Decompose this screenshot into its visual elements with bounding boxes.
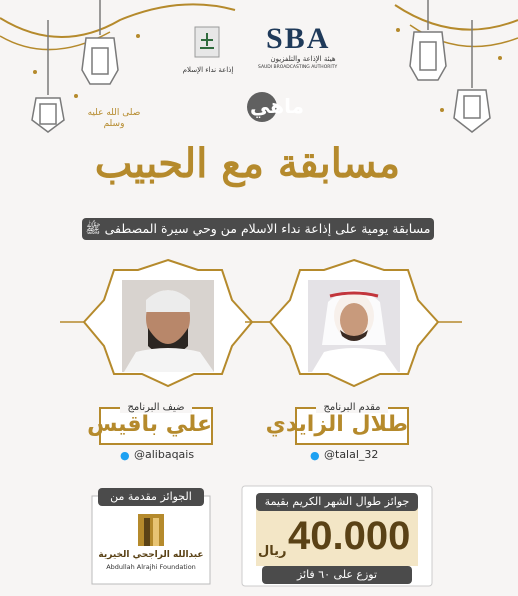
prize-amount: 40.000: [288, 514, 411, 558]
main-title: مسابقة مع الحبيب: [94, 140, 400, 187]
sponsor-label: الجوائز مقدمة من: [98, 488, 204, 506]
prize-footer: توزع على ٦٠ فائز: [262, 566, 412, 584]
guest-role: ضيف البرنامج: [120, 402, 192, 413]
prize-currency: ريال: [258, 544, 287, 559]
radio-name: إذاعة نداء الإسلام: [182, 66, 234, 74]
presenter-twitter[interactable]: [310, 448, 400, 462]
presenter-role: مقدم البرنامج: [316, 402, 388, 413]
sba-english-name: SAUDI BROADCASTING AUTHORITY: [258, 65, 338, 70]
sponsor-logo-icon: [138, 514, 164, 546]
sponsor-name-ar: عبدالله الراجحي الخيرية: [98, 550, 204, 560]
subtitle-banner: مسابقة يومية على إذاعة نداء الاسلام من وحي سيرة المصطفى ﷺ: [82, 218, 434, 240]
guest-twitter[interactable]: [120, 448, 210, 462]
watermark-text: ماهي: [250, 94, 304, 118]
guest-handle: @alibaqais: [134, 448, 195, 461]
title-honorific: صلى الله عليه وسلم: [87, 108, 141, 129]
presenter-name: طلال الزايدي: [265, 412, 408, 437]
sponsor-name-en: Abdullah Alrajhi Foundation: [106, 563, 196, 571]
prize-header: جوائز طوال الشهر الكريم بقيمة: [256, 493, 418, 511]
twitter-icon: ●: [120, 449, 130, 462]
sba-logo-text: SBA: [266, 22, 331, 55]
presenter-handle: @talal_32: [324, 448, 379, 461]
guest-name: علي باقيس: [87, 412, 212, 437]
sba-arabic-name: هيئة الإذاعة والتلفزيون: [270, 55, 336, 63]
twitter-icon: ●: [310, 449, 320, 462]
